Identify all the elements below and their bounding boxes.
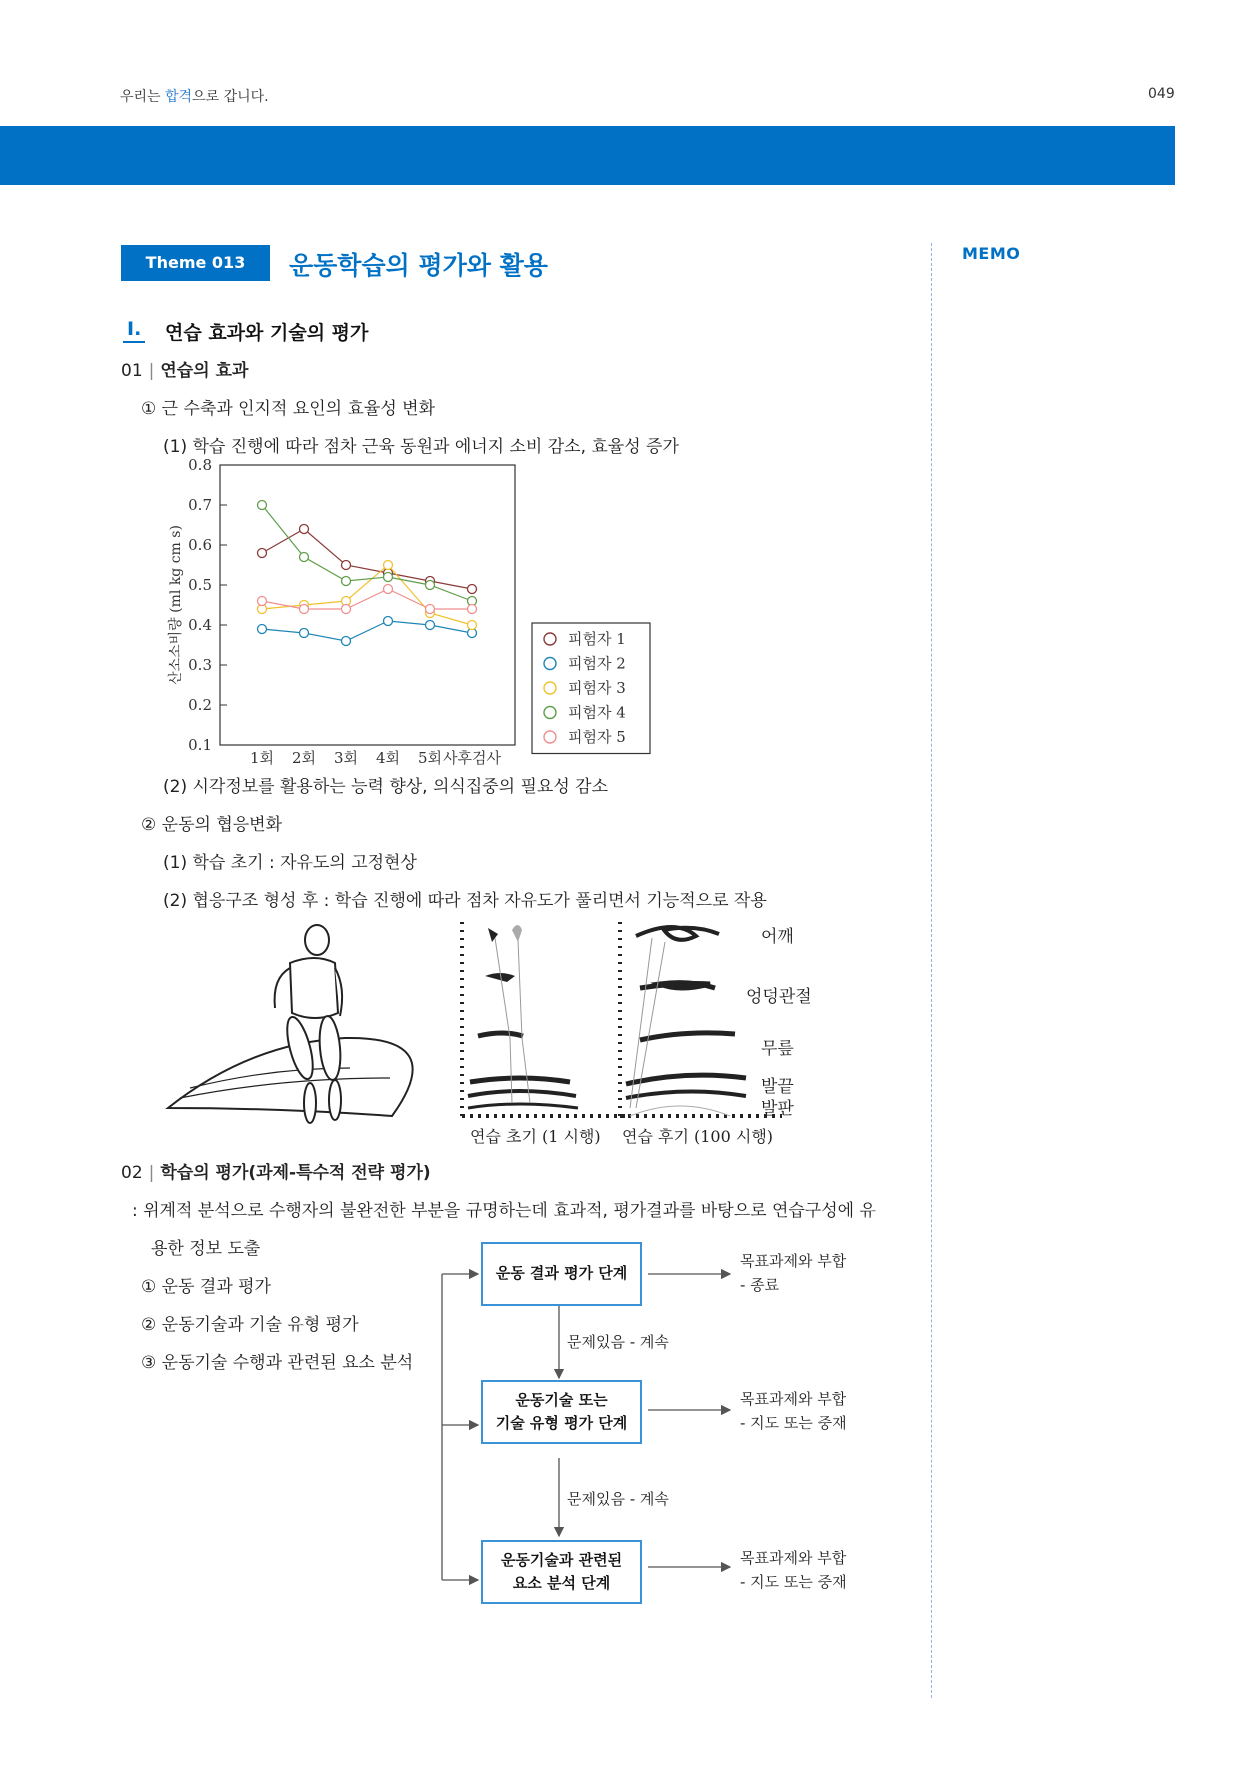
data-point [300,629,309,638]
y-axis-label: 산소소비량 (ml kg cm s) [168,525,184,685]
data-point [342,637,351,646]
item-1-2: (2) 시각정보를 활용하는 능력 향상, 의식집중의 필요성 감소 [163,777,609,797]
flow-outcome-1 [740,1249,846,1297]
skier-figure-illustration [275,925,343,1123]
legend-label: 피험자 5 [568,728,626,746]
early-practice-trajectory [462,922,626,1116]
oxygen-consumption-chart [160,455,660,770]
series-line [262,621,472,641]
data-point [426,621,435,630]
subsection-02: 02 | 학습의 평가(과제-특수적 전략 평가) [121,1163,431,1183]
y-tick-label: 0.3 [188,656,212,674]
data-point [258,549,267,558]
flow-box-skill-evaluation [481,1380,642,1444]
eval-item-1: ① 운동 결과 평가 [141,1277,271,1297]
legend-marker [544,658,556,670]
y-tick-label: 0.1 [188,736,212,754]
joint-label-knee: 무릎 [761,1039,794,1059]
item-1-1: (1) 학습 진행에 따라 점차 근육 동원과 에너지 소비 감소, 효율성 증가 [163,437,679,457]
flow-continue-label-2: 문제있음 - 계속 [567,1490,669,1508]
eval-item-2: ② 운동기술과 기술 유형 평가 [141,1315,359,1335]
flow-outcome-3 [740,1546,847,1594]
flow-outcome-3-line2: - 지도 또는 중재 [740,1573,847,1591]
data-point [258,501,267,510]
y-tick-label: 0.8 [188,456,212,474]
memo-label: MEMO [962,244,1021,263]
data-point [468,621,477,630]
data-point [342,561,351,570]
x-tick-label: 3회 [333,749,359,767]
series-line [262,565,472,625]
series-line [262,529,472,589]
y-tick-label: 0.5 [188,576,212,594]
y-tick-label: 0.2 [188,696,212,714]
joint-label-toe: 발끝 [761,1077,794,1097]
legend-label: 피험자 4 [568,703,626,722]
x-tick-label: 2회 [291,749,317,767]
memo-divider [931,243,932,1698]
data-point [384,573,393,582]
legend-marker [544,707,556,719]
header-text-highlight: 합격 [165,89,193,105]
data-point [384,617,393,626]
section-number: Ⅰ. [123,318,145,343]
flow-outcome-1-line2: - 종료 [740,1276,780,1294]
flow-box-result-evaluation [481,1242,642,1306]
flow-box-2-line2: 기술 유형 평가 단계 [495,1414,628,1432]
data-point [468,585,477,594]
figure-caption-late: 연습 후기 (100 시행) [622,1127,774,1146]
subsection-title: 연습의 효과 [160,361,249,381]
data-point [258,625,267,634]
data-point [300,553,309,562]
header-text-pre: 우리는 [120,89,166,105]
legend-label: 피험자 3 [568,679,626,697]
flow-outcome-1-line1: 목표과제와 부합 [740,1252,847,1270]
data-point [384,561,393,570]
subsection-number: 01 [121,361,143,381]
subsection-title: 학습의 평가(과제-특수적 전략 평가) [160,1163,431,1183]
flow-box-element-analysis [481,1540,642,1604]
description-line-1: : 위계적 분석으로 수행자의 불완전한 부분을 규명하는데 효과적, 평가결과를 바탕으로 연습구성에 유 [132,1201,876,1221]
data-point [342,605,351,614]
data-point [384,585,393,594]
x-tick-label: 사후검사 [443,749,501,767]
header-band [0,126,1175,185]
data-point [426,581,435,590]
data-point [300,525,309,534]
coordination-figure [160,918,820,1143]
figure-caption-early: 연습 초기 (1 시행) [470,1127,601,1146]
data-point [426,605,435,614]
flow-box-2-line1: 운동기술 또는 [515,1390,608,1409]
flow-outcome-2 [740,1387,847,1435]
joint-label-platform: 발판 [761,1099,794,1119]
flow-box-1-label: 운동 결과 평가 단계 [495,1264,628,1283]
y-tick-label: 0.6 [188,536,212,554]
flow-outcome-3-line1: 목표과제와 부합 [740,1549,847,1567]
data-point [342,577,351,586]
data-point [258,597,267,606]
flow-outcome-2-line2: - 지도 또는 중재 [740,1414,847,1432]
late-practice-trajectory [620,922,782,1116]
subsection-number: 02 [121,1163,143,1183]
item-2-1: (1) 학습 초기 : 자유도의 고정현상 [163,853,417,873]
legend-marker [544,633,556,645]
joint-label-hip: 엉덩관절 [746,987,812,1007]
x-tick-label: 5회 [417,749,443,767]
data-point [300,605,309,614]
legend-marker [544,731,556,743]
header-text-post: 으로 갑니다. [192,89,269,105]
joint-label-shoulder: 어깨 [761,927,794,947]
item-2-2: (2) 협응구조 형성 후 : 학습 진행에 따라 점차 자유도가 풀리면서 기능적으로 작용 [163,891,767,911]
theme-title: 운동학습의 평가와 활용 [289,251,548,280]
x-tick-label: 4회 [375,749,401,767]
eval-item-3: ③ 운동기술 수행과 관련된 요소 분석 [141,1353,414,1373]
subsection-01: 01 | 연습의 효과 [121,361,249,381]
legend-marker [544,682,556,694]
theme-tag: Theme 013 [121,245,270,281]
flow-box-3-line1: 운동기술과 관련된 [500,1550,623,1569]
flow-continue-label-1: 문제있음 - 계속 [567,1333,669,1351]
legend-label: 피험자 2 [568,654,626,673]
flow-box-3-line2: 요소 분석 단계 [512,1574,611,1592]
description-line-2: 용한 정보 도출 [151,1239,261,1259]
flow-outcome-2-line1: 목표과제와 부합 [740,1390,847,1408]
y-tick-label: 0.4 [188,616,212,634]
section-title: 연습 효과와 기술의 평가 [165,322,369,344]
series-line [262,505,472,601]
legend-label: 피험자 1 [568,630,626,648]
data-point [468,605,477,614]
y-tick-label: 0.7 [188,496,212,514]
item-1: ① 근 수축과 인지적 요인의 효율성 변화 [141,399,435,419]
running-header [120,86,269,106]
x-tick-label: 1회 [249,749,275,767]
page-number: 049 [1148,86,1175,102]
item-2: ② 운동의 협응변화 [141,815,283,835]
